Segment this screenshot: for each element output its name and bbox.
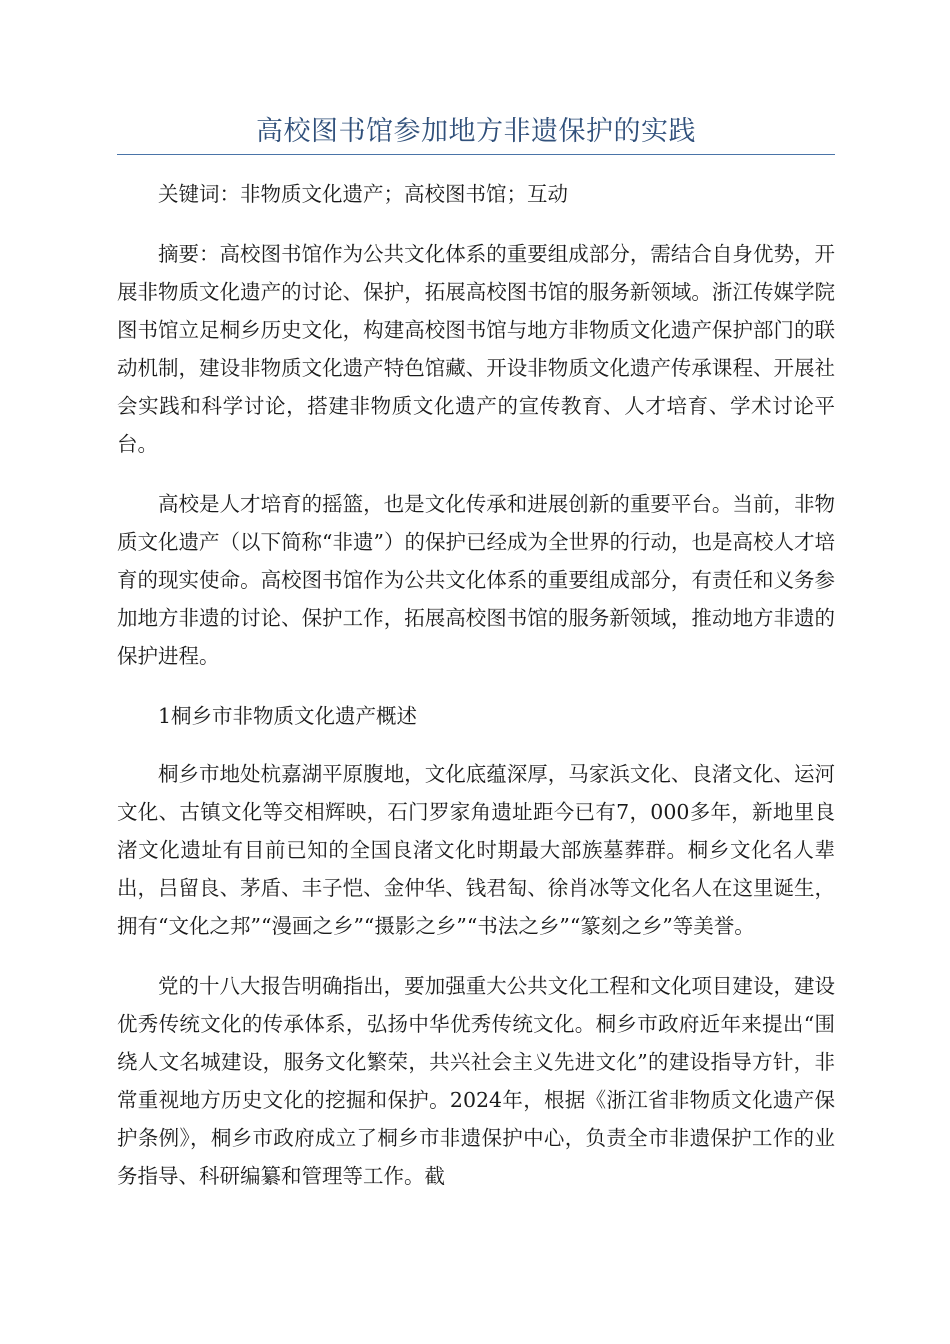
intro-paragraph: 高校是人才培育的摇篮，也是文化传承和进展创新的重要平台。当前，非物质文化遗产（以下简称“非遗”）的保护已经成为全世界的行动，也是高校人才培育的现实使命。高校图书馆作为公共文化体系的重要组成部分，有责任和义务参加地方非遗的讨论、保护工作，拓展高校图书馆的服务新领域，推动地方非遗的保护进程。 (117, 492, 835, 668)
section-paragraph-1: 桐乡市地处杭嘉湖平原腹地，文化底蕴深厚，马家浜文化、良渚文化、运河文化、古镇文化等交相辉映，石门罗家角遗址距今已有7，000多年，新地里良渚文化遗址有目前已知的全国良渚文化时期最大部族墓葬群。桐乡文化名人辈出，吕留良、茅盾、丰子恺、金仲华、钱君匋、徐肖冰等文化名人在这里诞生，拥有“文化之邦”“漫画之乡”“摄影之乡”“书法之乡”“篆刻之乡”等美誉。 (117, 762, 835, 938)
section-paragraph-2: 党的十八大报告明确指出，要加强重大公共文化工程和文化项目建设，建设优秀传统文化的传承体系，弘扬中华优秀传统文化。桐乡市政府近年来提出“围绕人文名城建设，服务文化繁荣，共兴社会主义先进文化”的建设指导方针，非常重视地方历史文化的挖掘和保护。2024年，根据《浙江省非物质文化遗产保护条例》，桐乡市政府成立了桐乡市非遗保护中心，负责全市非遗保护工作的业务指导、科研编纂和管理等工作。截 (117, 974, 835, 1188)
abstract-paragraph: 摘要：高校图书馆作为公共文化体系的重要组成部分，需结合自身优势，开展非物质文化遗产的讨论、保护，拓展高校图书馆的服务新领域。浙江传媒学院图书馆立足桐乡历史文化，构建高校图书馆与地方非物质文化遗产保护部门的联动机制，建设非物质文化遗产特色馆藏、开设非物质文化遗产传承课程、开展社会实践和科学讨论，搭建非物质文化遗产的宣传教育、人才培育、学术讨论平台。 (117, 242, 835, 456)
section-heading: 1桐乡市非物质文化遗产概述 (158, 704, 418, 728)
document-body (117, 175, 835, 1217)
title-divider (117, 154, 835, 155)
keywords-paragraph: 关键词：非物质文化遗产；高校图书馆；互动 (158, 182, 568, 206)
document-title: 高校图书馆参加地方非遗保护的实践 (256, 116, 696, 147)
